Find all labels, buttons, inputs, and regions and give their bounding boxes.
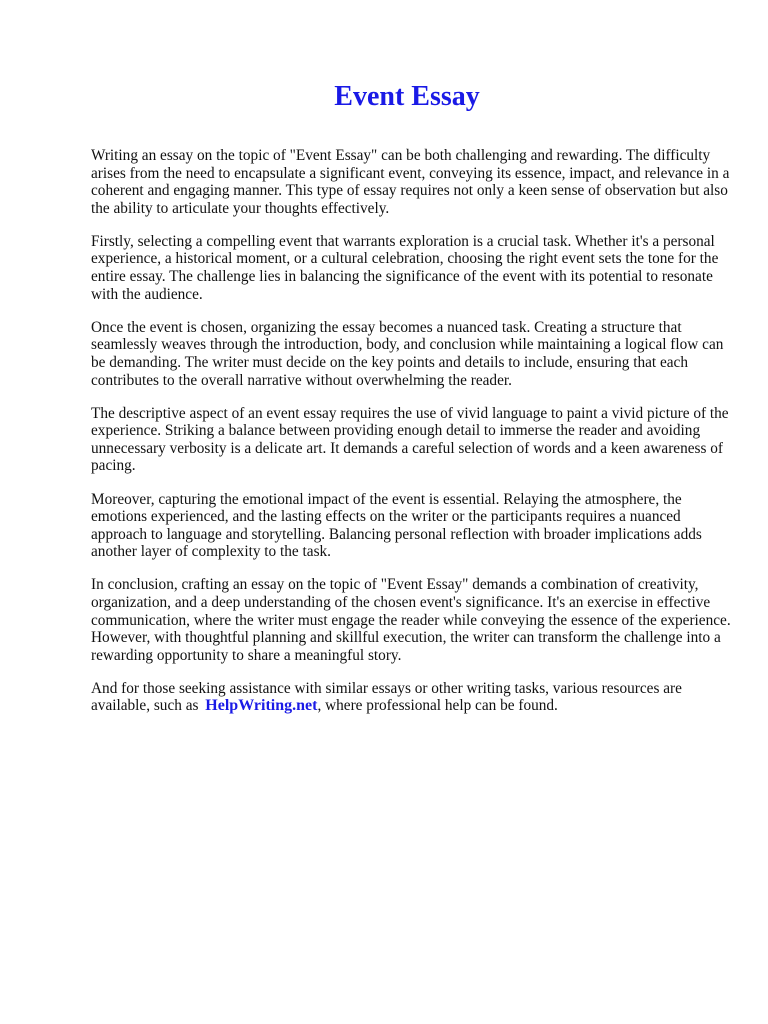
paragraph-organizing: Once the event is chosen, organizing the essay becomes a nuanced task. Creating a structure that seamlessly weaves through the introduction, body, and conclusion while maintaining a logical flow can be demanding. The writer must decide on the key points and details to include, ensuring that each contributes to the overall narrative without overwhelming the reader. [91, 318, 724, 389]
closing-text-after-link: , where professional help can be found. [317, 697, 558, 715]
page-title: Event Essay [334, 81, 480, 112]
paragraph-emotional-impact: Moreover, capturing the emotional impact of the event is essential. Relaying the atmosphere, the emotions experienced, and the lasting effects on the writer or the participants requires a nuanced approach to language and storytelling. Balancing personal reflection with broader implications adds another layer of complexity to the task. [91, 490, 702, 561]
helpwriting-link[interactable]: HelpWriting.net [205, 697, 318, 715]
closing-text-before-link: And for those seeking assistance with similar essays or other writing tasks, various resources are available, such as [91, 679, 682, 715]
paragraph-closing [91, 680, 731, 715]
essay-body [91, 147, 731, 731]
paragraph-intro: Writing an essay on the topic of "Event Essay" can be both challenging and rewarding. The difficulty arises from the need to encapsulate a significant event, conveying its essence, impact, and relevance in a coherent and engaging manner. This type of essay requires not only a keen sense of observation but also the ability to articulate your thoughts effectively. [91, 147, 730, 217]
paragraph-selecting-event: Firstly, selecting a compelling event that warrants exploration is a crucial task. Whether it's a personal experience, a historical moment, or a cultural celebration, choosing the right event sets the tone for the entire essay. The challenge lies in balancing the significance of the event with its potential to resonate with the audience. [91, 232, 719, 303]
paragraph-descriptive: The descriptive aspect of an event essay requires the use of vivid language to paint a vivid picture of the experience. Striking a balance between providing enough detail to immerse the reader and avoiding unnecessary verbosity is a delicate art. It demands a careful selection of words and a keen awareness of pacing. [91, 404, 729, 475]
paragraph-conclusion: In conclusion, crafting an essay on the topic of "Event Essay" demands a combination of creativity, organization, and a deep understanding of the chosen event's significance. It's an exercise in effective communication, where the writer must engage the reader while conveying the essence of the experience. However, with thoughtful planning and skillful execution, the writer can transform the challenge into a rewarding opportunity to share a meaningful story. [91, 576, 731, 664]
